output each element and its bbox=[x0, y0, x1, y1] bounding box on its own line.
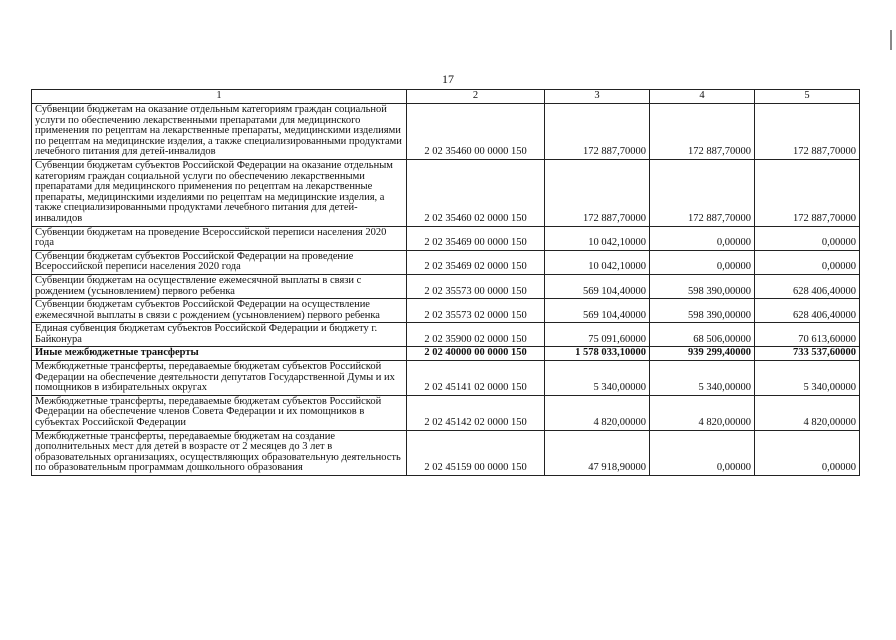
table-row bbox=[32, 299, 860, 323]
row-code-cell: 2 02 35460 02 0000 150 bbox=[407, 159, 545, 226]
row-value-cell: 939 299,40000 bbox=[650, 347, 755, 361]
row-value-cell: 75 091,60000 bbox=[545, 323, 650, 347]
table-row bbox=[32, 250, 860, 274]
row-code-cell: 2 02 35573 00 0000 150 bbox=[407, 274, 545, 298]
column-header: 4 bbox=[650, 90, 755, 104]
row-value-cell: 4 820,00000 bbox=[650, 395, 755, 430]
row-value-cell: 68 506,00000 bbox=[650, 323, 755, 347]
table-row bbox=[32, 104, 860, 160]
row-value-cell: 70 613,60000 bbox=[755, 323, 860, 347]
row-code-cell: 2 02 35469 00 0000 150 bbox=[407, 226, 545, 250]
row-code-cell: 2 02 45141 02 0000 150 bbox=[407, 361, 545, 396]
row-code-cell: 2 02 35900 02 0000 150 bbox=[407, 323, 545, 347]
table-row bbox=[32, 347, 860, 361]
row-value-cell: 0,00000 bbox=[755, 430, 860, 475]
row-value-cell: 172 887,70000 bbox=[650, 104, 755, 160]
table-row bbox=[32, 274, 860, 298]
table-row bbox=[32, 395, 860, 430]
row-name-cell: Межбюджетные трансферты, передаваемые бюджетам субъектов Российской Федерации на обеспечение деятельности депутатов Государственной Думы и их помощников в избирательных округах bbox=[32, 361, 407, 396]
row-name-cell: Субвенции бюджетам на осуществление ежемесячной выплаты в связи с рождением (усыновлением) первого ребенка bbox=[32, 274, 407, 298]
table-row bbox=[32, 323, 860, 347]
row-value-cell: 4 820,00000 bbox=[755, 395, 860, 430]
row-value-cell: 598 390,00000 bbox=[650, 274, 755, 298]
table-header-row bbox=[32, 90, 860, 104]
row-value-cell: 0,00000 bbox=[650, 430, 755, 475]
scan-edge-mark bbox=[890, 30, 892, 50]
row-value-cell: 172 887,70000 bbox=[545, 159, 650, 226]
row-value-cell: 0,00000 bbox=[755, 250, 860, 274]
row-value-cell: 10 042,10000 bbox=[545, 226, 650, 250]
row-value-cell: 569 104,40000 bbox=[545, 274, 650, 298]
row-value-cell: 4 820,00000 bbox=[545, 395, 650, 430]
row-value-cell: 10 042,10000 bbox=[545, 250, 650, 274]
row-value-cell: 5 340,00000 bbox=[650, 361, 755, 396]
row-name-cell: Субвенции бюджетам субъектов Российской Федерации на оказание отдельным категориям граждан социальной услуги по обеспечению лекарственными препаратами для медицинского применения по рецептам на лекарственные препараты, медицинскими изделиями по рецептам на медицинские изделия, а также специализированными продуктами лечебного питания для детей-инвалидов bbox=[32, 159, 407, 226]
table-row bbox=[32, 226, 860, 250]
row-code-cell: 2 02 45159 00 0000 150 bbox=[407, 430, 545, 475]
table-row bbox=[32, 361, 860, 396]
column-header: 2 bbox=[407, 90, 545, 104]
row-code-cell: 2 02 40000 00 0000 150 bbox=[407, 347, 545, 361]
row-value-cell: 628 406,40000 bbox=[755, 274, 860, 298]
row-code-cell: 2 02 35469 02 0000 150 bbox=[407, 250, 545, 274]
row-value-cell: 0,00000 bbox=[650, 250, 755, 274]
row-value-cell: 5 340,00000 bbox=[545, 361, 650, 396]
row-value-cell: 628 406,40000 bbox=[755, 299, 860, 323]
column-header: 1 bbox=[32, 90, 407, 104]
row-name-cell: Субвенции бюджетам на оказание отдельным категориям граждан социальной услуги по обеспечению лекарственными препаратами для медицинского применения по рецептам на лекарственные препараты, медицинскими изделиями по рецептам на медицинские изделия, а также специализированными продуктами лечебного питания для детей-инвалидов bbox=[32, 104, 407, 160]
table-row bbox=[32, 430, 860, 475]
row-name-cell: Межбюджетные трансферты, передаваемые бюджетам субъектов Российской Федерации на обеспечение членов Совета Федерации и их помощников в субъектах Российской Федерации bbox=[32, 395, 407, 430]
row-code-cell: 2 02 35460 00 0000 150 bbox=[407, 104, 545, 160]
column-header: 3 bbox=[545, 90, 650, 104]
row-value-cell: 172 887,70000 bbox=[755, 159, 860, 226]
row-value-cell: 172 887,70000 bbox=[650, 159, 755, 226]
row-value-cell: 0,00000 bbox=[650, 226, 755, 250]
row-value-cell: 0,00000 bbox=[755, 226, 860, 250]
row-name-cell: Иные межбюджетные трансферты bbox=[32, 347, 407, 361]
row-name-cell: Субвенции бюджетам на проведение Всероссийской переписи населения 2020 года bbox=[32, 226, 407, 250]
budget-table bbox=[31, 89, 860, 476]
row-value-cell: 47 918,90000 bbox=[545, 430, 650, 475]
row-name-cell: Субвенции бюджетам субъектов Российской Федерации на осуществление ежемесячной выплаты в связи с рождением (усыновлением) первого ребенка bbox=[32, 299, 407, 323]
row-name-cell: Субвенции бюджетам субъектов Российской Федерации на проведение Всероссийской переписи населения 2020 года bbox=[32, 250, 407, 274]
row-value-cell: 172 887,70000 bbox=[545, 104, 650, 160]
row-name-cell: Межбюджетные трансферты, передаваемые бюджетам на создание дополнительных мест для детей в возрасте от 2 месяцев до 3 лет в образовательных организациях, осуществляющих образовательную деятельность по образовательным программам дошкольного образования bbox=[32, 430, 407, 475]
row-value-cell: 5 340,00000 bbox=[755, 361, 860, 396]
table-row bbox=[32, 159, 860, 226]
column-header: 5 bbox=[755, 90, 860, 104]
row-value-cell: 569 104,40000 bbox=[545, 299, 650, 323]
row-value-cell: 1 578 033,10000 bbox=[545, 347, 650, 361]
row-value-cell: 733 537,60000 bbox=[755, 347, 860, 361]
page-number: 17 bbox=[442, 72, 454, 86]
row-name-cell: Единая субвенция бюджетам субъектов Российской Федерации и бюджету г. Байконура bbox=[32, 323, 407, 347]
row-value-cell: 172 887,70000 bbox=[755, 104, 860, 160]
row-value-cell: 598 390,00000 bbox=[650, 299, 755, 323]
row-code-cell: 2 02 35573 02 0000 150 bbox=[407, 299, 545, 323]
row-code-cell: 2 02 45142 02 0000 150 bbox=[407, 395, 545, 430]
